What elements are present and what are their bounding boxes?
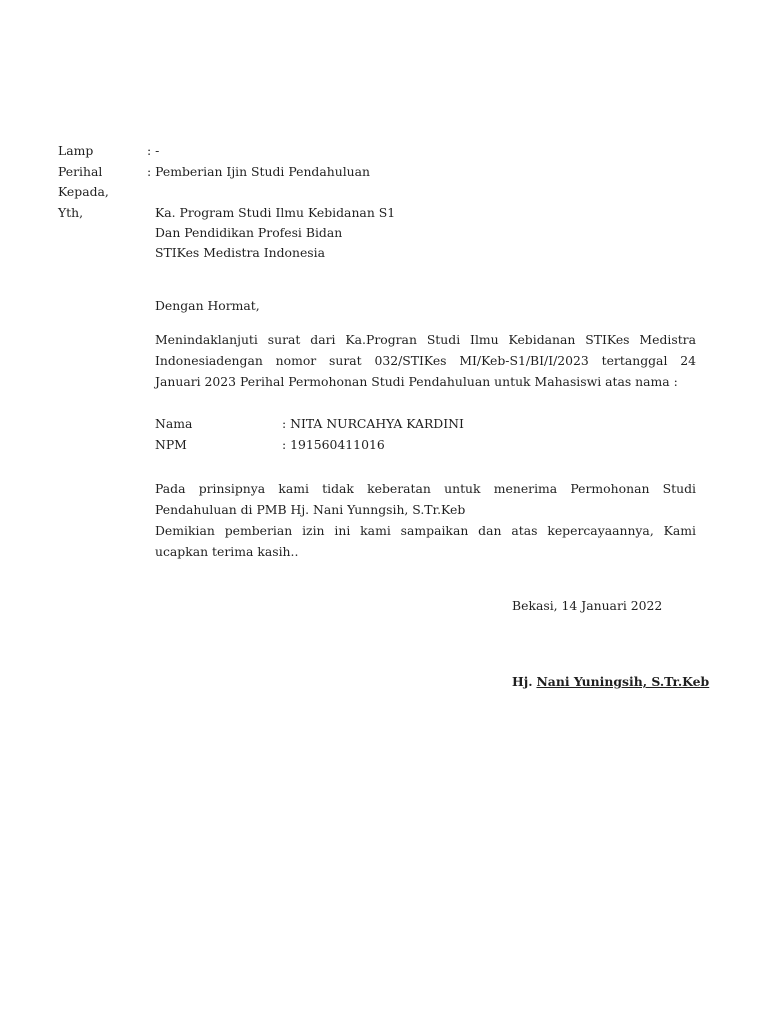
kepada-label: Kepada, xyxy=(58,184,109,199)
student-name-value: : NITA NURCAHYA KARDINI xyxy=(282,416,464,431)
signature-prefix: Hj. xyxy=(512,674,533,689)
recipient-line-1: Ka. Program Studi Ilmu Kebidanan S1 xyxy=(155,205,396,220)
paragraph-intro-line: Menindaklanjuti surat dari Ka.Progran Studi Ilmu Kebidanan STIKes Medistra xyxy=(155,332,696,347)
student-npm-label: NPM xyxy=(155,437,187,452)
perihal-label: Perihal xyxy=(58,164,103,179)
recipient-line-3: STIKes Medistra Indonesia xyxy=(155,245,325,260)
recipient-line-2: Dan Pendidikan Profesi Bidan xyxy=(155,225,343,240)
student-npm-value: : 191560411016 xyxy=(282,437,385,452)
paragraph-approval-line: Pada prinsipnya kami tidak keberatan untuk menerima Permohonan Studi xyxy=(155,481,696,496)
paragraph-closing xyxy=(155,520,696,562)
paragraph-approval-line: Pendahuluan di PMB Hj. Nani Yunngsih, S.Tr.Keb xyxy=(155,502,466,517)
signature xyxy=(512,674,709,689)
paragraph-closing-line: ucapkan terima kasih.. xyxy=(155,544,299,559)
greeting: Dengan Hormat, xyxy=(155,298,260,313)
paragraph-intro-line: Januari 2023 Perihal Permohonan Studi Pendahuluan untuk Mahasiswi atas nama : xyxy=(155,374,678,389)
student-name-label: Nama xyxy=(155,416,193,431)
yth-label: Yth, xyxy=(58,205,84,220)
signature-name: Nani Yuningsih, S.Tr.Keb xyxy=(536,674,710,689)
perihal-value: : Pemberian Ijin Studi Pendahuluan xyxy=(147,164,371,179)
paragraph-approval xyxy=(155,478,696,520)
place-date: Bekasi, 14 Januari 2022 xyxy=(512,598,663,613)
paragraph-intro-line: Indonesiadengan nomor surat 032/STIKes MI/Keb-S1/BI/I/2023 tertanggal 24 xyxy=(155,353,696,368)
paragraph-closing-line: Demikian pemberian izin ini kami sampaikan dan atas kepercayaannya, Kami xyxy=(155,523,696,538)
lamp-value: : - xyxy=(147,143,160,158)
paragraph-intro xyxy=(155,329,696,392)
lamp-label: Lamp xyxy=(58,143,94,158)
